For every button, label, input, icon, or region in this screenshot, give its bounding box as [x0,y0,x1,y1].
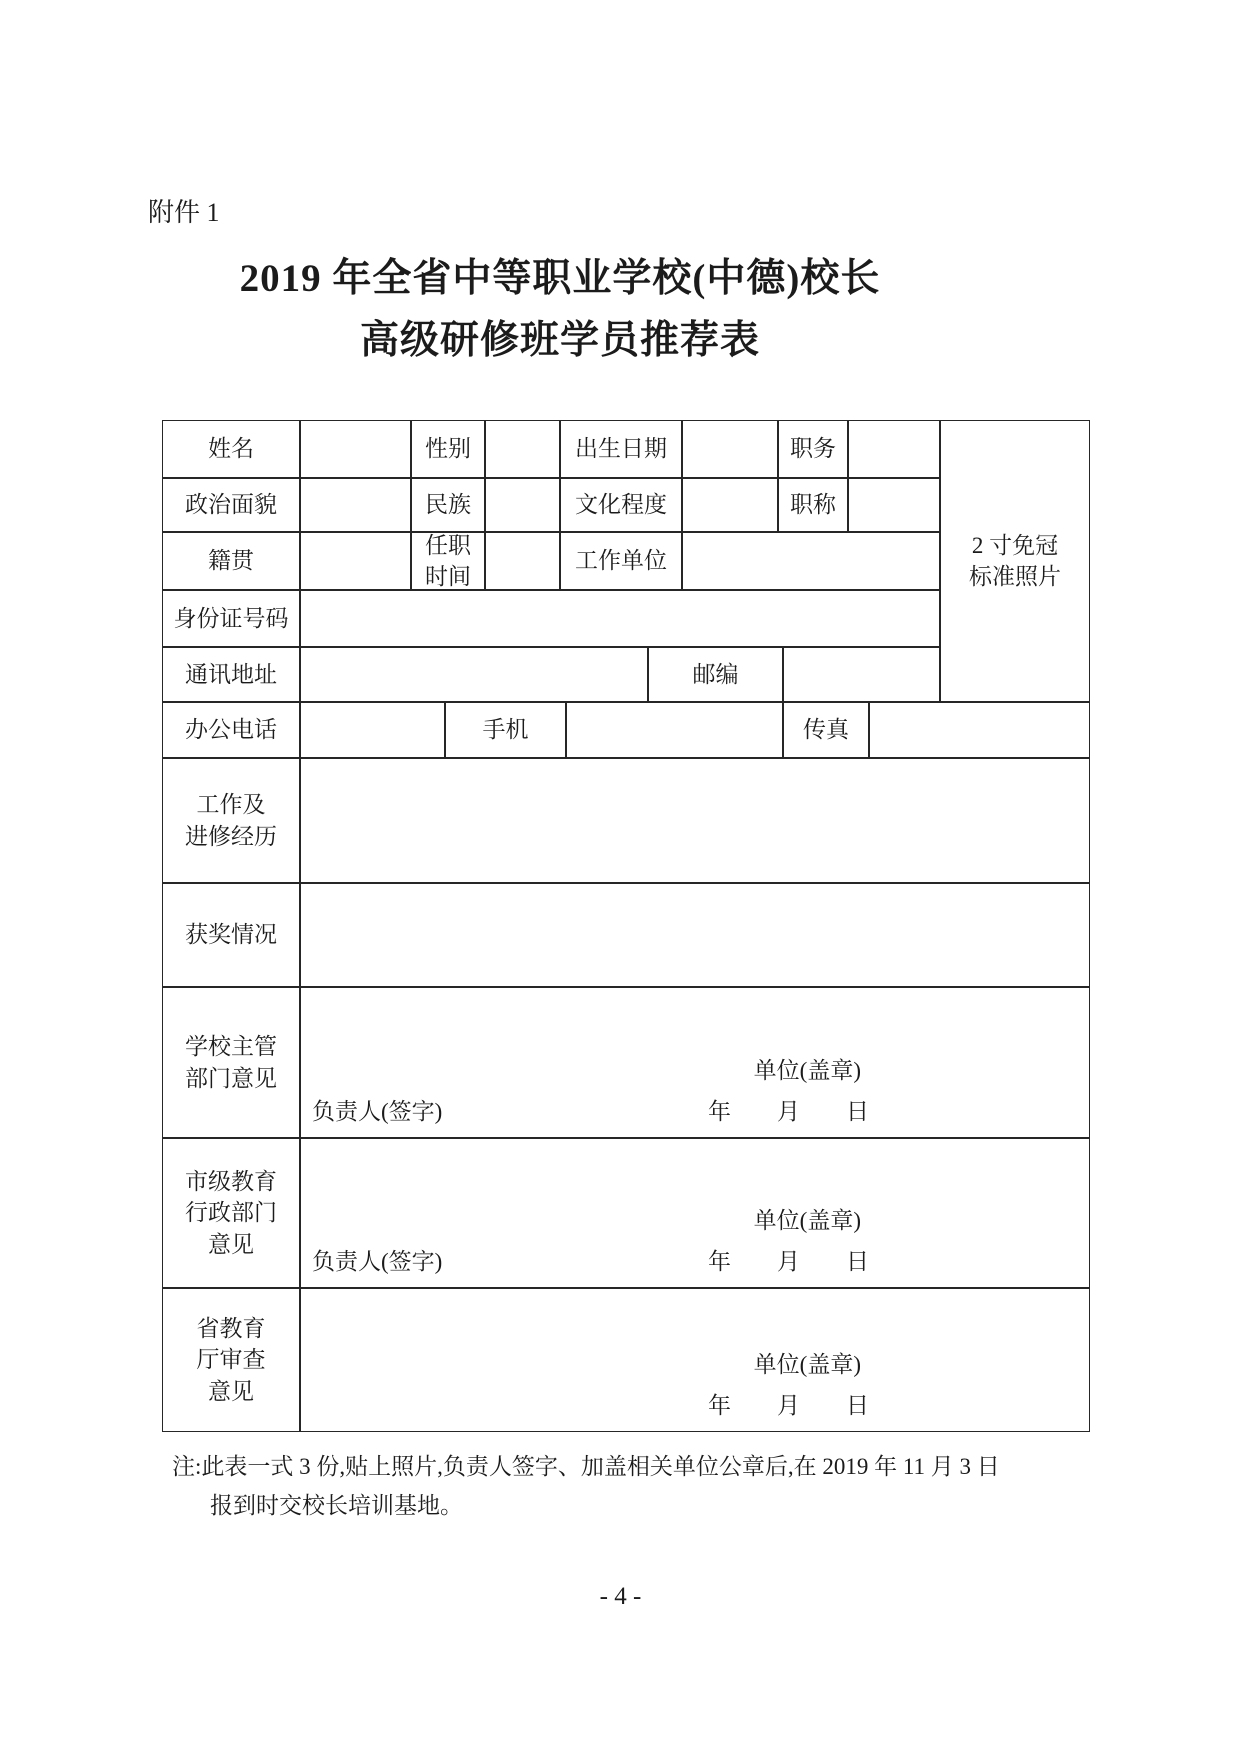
city-opinion-label-line2: 行政部门 [185,1200,277,1226]
political-status-label: 政治面貌 [162,478,300,532]
gender-label: 性别 [411,420,485,478]
experience-label [162,758,300,883]
province-opinion-label-line2: 厅审查 [196,1347,266,1373]
city-opinion-label-line1: 市级教育 [185,1169,277,1195]
tenure-label-line2: 时间 [425,564,471,589]
city-unit-seal-label: 单位(盖章) [753,1207,861,1233]
school-sign-row [301,1096,1089,1127]
recommendation-form-table [162,420,1090,1432]
page-number: - 4 - [599,1583,642,1610]
photo-note-line1: 2 寸免冠 [971,532,1059,558]
city-opinion-cell [300,1138,1090,1288]
photo-note-line2: 标准照片 [969,564,1061,589]
experience-label-line1: 工作及 [196,792,266,818]
native-place-label: 籍贯 [162,532,300,590]
document-title [0,248,1120,372]
province-date-blanks: 年 月 日 [708,1392,869,1418]
office-phone-label: 办公电话 [162,702,300,758]
school-date-blanks: 年 月 日 [708,1098,869,1124]
school-opinion-cell [300,987,1090,1138]
footnote-line1: 注:此表一式 3 份,贴上照片,负责人签字、加盖相关单位公章后,在 2019 年 11 月 3 日 [172,1454,1000,1479]
mobile-value-cell [566,702,783,758]
birth-date-value-cell [682,420,778,478]
professional-title-label: 职称 [778,478,848,532]
birth-date-label: 出生日期 [560,420,682,478]
id-number-label: 身份证号码 [162,590,300,647]
work-unit-label: 工作单位 [560,532,682,590]
awards-value-cell [300,883,1090,987]
postcode-label: 邮编 [648,647,783,702]
address-label: 通讯地址 [162,647,300,702]
office-phone-value-cell [300,702,445,758]
native-place-value-cell [300,532,411,590]
gender-value-cell [485,420,560,478]
name-label: 姓名 [162,420,300,478]
fax-label: 传真 [783,702,869,758]
photo-placeholder-cell [940,420,1090,702]
work-unit-value-cell [682,532,940,590]
city-opinion-label-line3: 意见 [208,1231,254,1257]
address-value-cell [300,647,648,702]
education-value-cell [682,478,778,532]
school-opinion-label [162,987,300,1138]
school-opinion-label-line2: 部门意见 [185,1065,277,1091]
ethnicity-value-cell [485,478,560,532]
city-responsible-sign-label: 负责人(签字) [312,1248,443,1274]
document-title-line1: 2019 年全省中等职业学校(中德)校长 [239,257,881,300]
ethnicity-label: 民族 [411,478,485,532]
attachment-label: 附件 1 [148,198,220,227]
province-opinion-label-line1: 省教育 [196,1316,266,1342]
experience-label-line2: 进修经历 [185,823,277,849]
mobile-label: 手机 [445,702,566,758]
tenure-label [411,532,485,590]
tenure-value-cell [485,532,560,590]
school-opinion-label-line1: 学校主管 [185,1034,277,1060]
position-value-cell [848,420,940,478]
city-date-blanks: 年 月 日 [708,1248,869,1274]
province-opinion-label-line3: 意见 [208,1378,254,1404]
document-title-line2: 高级研修班学员推荐表 [359,319,760,362]
fax-value-cell [869,702,1090,758]
tenure-label-line1: 任职 [425,532,471,558]
political-status-value-cell [300,478,411,532]
province-unit-seal-label: 单位(盖章) [753,1351,861,1377]
footnote-line2: 报到时交校长培训基地。 [210,1493,463,1518]
education-label: 文化程度 [560,478,682,532]
school-unit-seal-label: 单位(盖章) [753,1057,861,1083]
postcode-value-cell [783,647,940,702]
id-number-value-cell [300,590,940,647]
experience-value-cell [300,758,1090,883]
province-opinion-label [162,1288,300,1432]
name-value-cell [300,420,411,478]
position-label: 职务 [778,420,848,478]
city-opinion-label [162,1138,300,1288]
province-opinion-cell [300,1288,1090,1432]
professional-title-value-cell [848,478,940,532]
school-responsible-sign-label: 负责人(签字) [312,1098,443,1124]
city-sign-row [301,1246,1089,1277]
awards-label: 获奖情况 [162,883,300,987]
